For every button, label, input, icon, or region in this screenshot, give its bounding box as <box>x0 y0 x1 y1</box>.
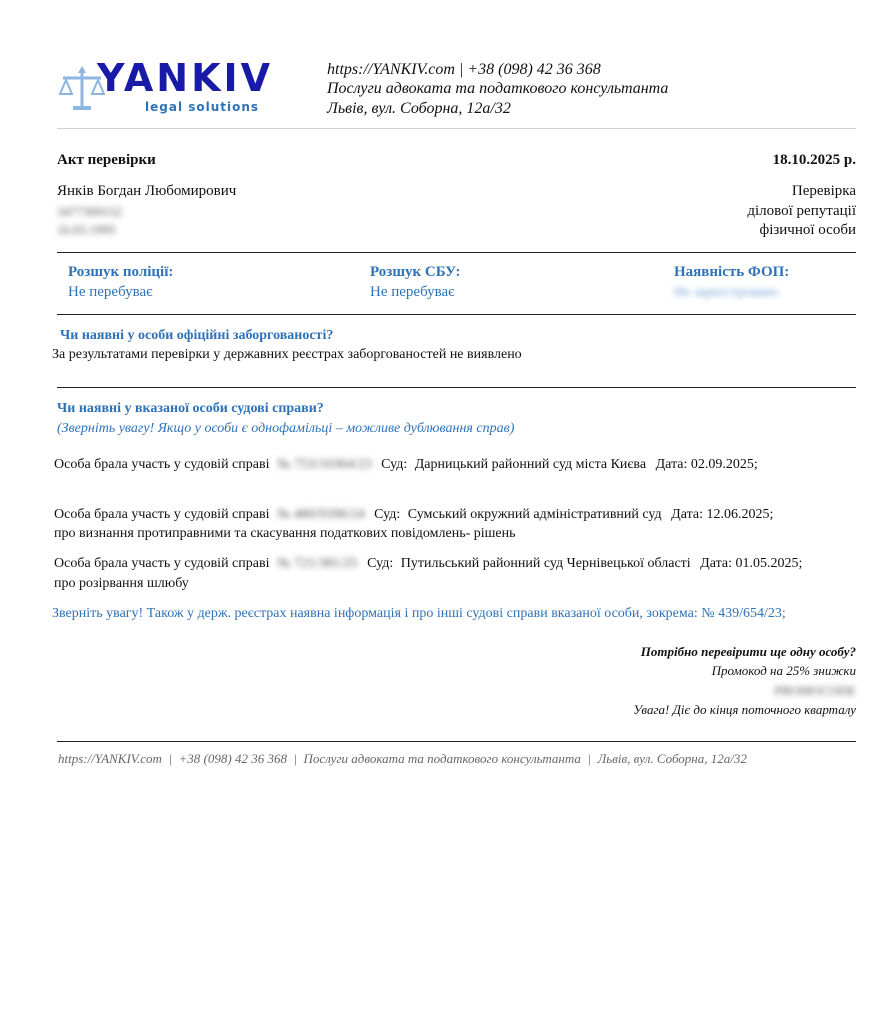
company-logo <box>57 58 302 118</box>
header-divider <box>57 128 856 129</box>
case-date-label: Дата: <box>700 556 732 571</box>
case-court-label: Суд: <box>374 507 401 522</box>
person-id: 3477309152 <box>57 204 122 219</box>
court-case-2-subject: про визнання протиправними та скасування податкових повідомлень- рішень <box>54 526 516 541</box>
promo-discount: Промокод на 25% знижки <box>711 663 856 678</box>
police-search-label: Розшук поліції: <box>68 264 174 280</box>
person-name: Янків Богдан Любомирович <box>57 183 237 199</box>
case-number: № 721/381/25 <box>276 556 358 571</box>
case-prefix: Особа брала участь у судовій справі <box>54 507 270 522</box>
case-court-label: Суд: <box>367 556 394 571</box>
case-date-label: Дата: <box>655 457 688 472</box>
report-date: 18.10.2025 р. <box>772 152 856 168</box>
promo-code: PROMOCODE <box>774 683 856 698</box>
sbu-search-value: Не перебуває <box>370 284 455 300</box>
footer-text: https://YANKIV.com | +38 (098) 42 36 368 | Послуги адвоката та податкового консультанта | Львів, вул. Соборна, 12а/32 <box>58 751 747 766</box>
promo-validity: Увага! Діє до кінця поточного кварталу <box>633 702 856 717</box>
promo-question: Потрібно перевірити ще одну особу? <box>640 644 856 659</box>
person-dob: 16.03.1995 <box>57 222 116 237</box>
check-type-line3: фізичної особи <box>759 222 856 238</box>
case-date: 01.05.2025; <box>735 556 803 571</box>
sbu-search-label: Розшук СБУ: <box>370 264 461 280</box>
case-number: № 753/10364/23 <box>276 457 372 472</box>
person-divider <box>57 252 856 253</box>
police-search-value: Не перебуває <box>68 284 153 300</box>
header-address: Львів, вул. Соборна, 12а/32 <box>327 100 511 117</box>
report-title: Акт перевірки <box>57 152 156 168</box>
case-court: Сумський окружний адміністративний суд <box>407 507 662 522</box>
debts-divider <box>57 387 856 388</box>
court-case-3-subject: про розірвання шлюбу <box>54 576 189 591</box>
case-court: Дарницький районний суд міста Києва <box>414 457 647 472</box>
court-note: (Зверніть увагу! Якщо у особи є однофамільці – можливе дублювання справ) <box>57 421 515 436</box>
court-case-3 <box>54 556 802 572</box>
case-date: 12.06.2025; <box>706 507 774 522</box>
case-date: 02.09.2025; <box>690 457 758 472</box>
fop-label: Наявність ФОП: <box>674 264 790 280</box>
case-prefix: Особа брала участь у судовій справі <box>54 457 270 472</box>
debts-answer: За результатами перевірки у державних реєстрах заборгованостей не виявлено <box>52 347 522 362</box>
status-divider <box>57 314 856 315</box>
case-prefix: Особа брала участь у судовій справі <box>54 556 270 571</box>
check-type-line2: ділової репутації <box>747 203 856 219</box>
court-extra-notice: Зверніть увагу! Також у держ. реєстрах наявна інформація і про інші судові справи вказаної особи, зокрема: № 439/654/23; <box>52 606 786 621</box>
court-case-2 <box>54 507 773 523</box>
logo-wordmark: YANKIV <box>97 56 274 100</box>
footer-divider <box>57 741 856 742</box>
court-case-1 <box>54 457 758 473</box>
header-services: Послуги адвоката та податкового консультанта <box>327 80 669 97</box>
logo-subtitle: legal solutions <box>145 100 260 114</box>
fop-value: Не зареєстровано <box>674 285 779 300</box>
header-website-phone: https://YANKIV.com | +38 (098) 42 36 368 <box>327 61 601 78</box>
debts-question: Чи наявні у особи офіційні заборгованості? <box>60 328 334 343</box>
case-court-label: Суд: <box>381 457 408 472</box>
case-number: № 480/9396/24 <box>276 507 365 522</box>
check-type-line1: Перевірка <box>791 183 856 199</box>
case-date-label: Дата: <box>671 507 703 522</box>
court-question: Чи наявні у вказаної особи судові справи? <box>57 401 324 416</box>
case-court: Путильський районний суд Чернівецької області <box>400 556 691 571</box>
